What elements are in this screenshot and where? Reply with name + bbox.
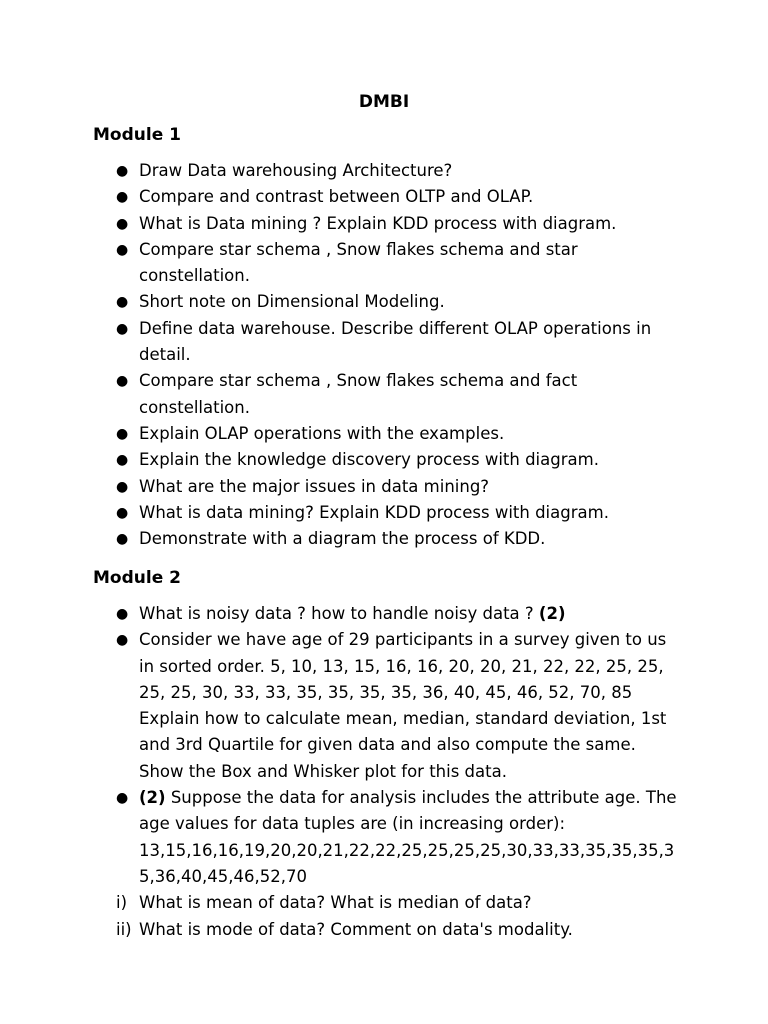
module-2-heading: Module 2 <box>93 568 181 588</box>
list-item: ● (2) Suppose the data for analysis includes the attribute age. The age values for data tuples are (in increasing order): 13,15,16,16,19,20,20,21,22,22,25,25,25,25,30,33,33,35,35,35,35,36,40,45,46,52,70 <box>0 785 768 890</box>
list-item: ● What is data mining? Explain KDD process with diagram. <box>0 500 768 526</box>
bullet-icon: ● <box>116 632 129 649</box>
list-item: ● Compare star schema , Snow flakes schema and star constellation. <box>0 237 768 290</box>
module-2-question-list <box>0 601 768 943</box>
module-1-heading: Module 1 <box>93 125 181 145</box>
list-item: ii) What is mode of data? Comment on data's modality. <box>0 917 768 943</box>
list-item: ● Explain the knowledge discovery process with diagram. <box>0 447 768 473</box>
marks-label: (2) <box>139 788 166 808</box>
list-item: ● Demonstrate with a diagram the process of KDD. <box>0 526 768 552</box>
roman-numeral-label: ii) <box>116 919 132 939</box>
age-values: 13,15,16,16,19,20,20,21,22,22,25,25,25,25,30,33,33,35,35,35,35,36,40,45,46,52,70 <box>139 840 675 886</box>
bullet-icon: ● <box>116 425 129 442</box>
list-item: ● What is Data mining ? Explain KDD process with diagram. <box>0 211 768 237</box>
list-item: ● Consider we have age of 29 participants in a survey given to us in sorted order. 5, 10, 13, 15, 16, 16, 20, 20, 21, 22, 22, 25, 25, 25, 25, 30, 33, 33, 35, 35, 35, 35, 36, 40, 45, 46, 52, 70, 85 Explain how to calculate mean, median, standard deviation, 1st and 3rd Quartile for given data and also compute the same. Show the Box and Whisker plot for this data. <box>0 627 768 785</box>
module-1-question-list <box>0 158 768 552</box>
bullet-icon: ● <box>116 790 129 807</box>
bullet-icon: ● <box>116 478 129 495</box>
list-item: ● Compare and contrast between OLTP and OLAP. <box>0 184 768 210</box>
bullet-icon: ● <box>116 241 129 258</box>
bullet-icon: ● <box>116 504 129 521</box>
list-item: ● Define data warehouse. Describe different OLAP operations in detail. <box>0 316 768 369</box>
list-item: ● Short note on Dimensional Modeling. <box>0 289 768 315</box>
bullet-icon: ● <box>116 606 129 622</box>
marks-label: (2) <box>538 604 566 623</box>
bullet-icon: ● <box>116 452 129 469</box>
bullet-icon: ● <box>116 373 129 390</box>
bullet-icon: ● <box>116 163 129 179</box>
list-item: ● What is noisy data ? how to handle noisy data ? (2) <box>0 601 768 627</box>
bullet-icon: ● <box>116 320 129 337</box>
bullet-icon: ● <box>116 294 129 311</box>
bullet-icon: ● <box>116 215 129 232</box>
list-item: ● Explain OLAP operations with the examples. <box>0 421 768 447</box>
bullet-icon: ● <box>116 531 129 548</box>
document-title: DMBI <box>358 92 410 112</box>
list-item: ● What are the major issues in data mining? <box>0 474 768 500</box>
list-item: ● Compare star schema , Snow flakes schema and fact constellation. <box>0 368 768 421</box>
list-item: i) What is mean of data? What is median of data? <box>0 890 768 916</box>
roman-numeral-label: i) <box>116 893 128 913</box>
bullet-icon: ● <box>116 189 129 206</box>
list-item: ● Draw Data warehousing Architecture? <box>0 158 768 184</box>
